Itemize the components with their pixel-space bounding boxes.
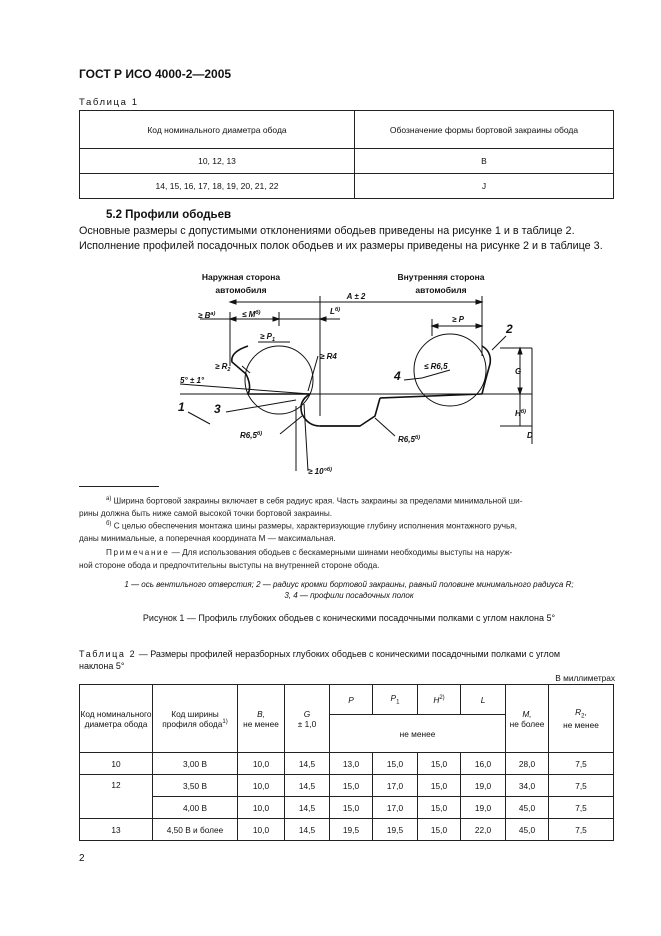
arrow (230, 317, 236, 321)
arrow (518, 388, 522, 394)
section-title: 5.2 Профили ободьев (106, 209, 232, 221)
table2-cell: 13 (80, 819, 153, 841)
label-4: 4 (394, 369, 401, 383)
table2-cell: 15,0 (373, 753, 418, 775)
arrow (432, 324, 438, 328)
table2-cell: 3,50 B (153, 775, 238, 797)
table2-cell: 7,5 (549, 819, 614, 841)
table2-cell: 14,5 (285, 753, 330, 775)
page-number: 2 (79, 853, 85, 864)
label-2: 2 (506, 322, 513, 336)
arrow (518, 348, 522, 354)
table2-header-l: L (461, 685, 506, 715)
table2-cell: 19,0 (461, 775, 506, 797)
outer-side-label-2: автомобиля (215, 285, 267, 295)
table2-cell: 14,5 (285, 819, 330, 841)
table2-cell: 17,0 (373, 775, 418, 797)
arrow (476, 300, 482, 304)
footnote-a: $^{а)}$ Ширина бортовой закраины включает в себя радиус края. Часть закраины за пределами минимальной ши- рины должна быть ниже самой высокой точки бортовой закраины. (79, 496, 523, 519)
table2-cell: 10,0 (238, 775, 285, 797)
table2-cell: 10,0 (238, 753, 285, 775)
dim-l-label: $L^{б)}$ (330, 307, 341, 316)
table1-cell: J (355, 174, 614, 199)
section-line-1: Основные размеры с допустимыми отклонениями ободьев приведены на рисунке 1 и в таблице 2. (79, 225, 575, 237)
dim-r65-left-label: $R6,5^{б)}$ (240, 431, 263, 440)
rim-well-profile (301, 394, 380, 426)
table2-cell: 17,0 (373, 797, 418, 819)
table2-cell: 15,0 (418, 797, 461, 819)
table2-header-min: не менее (330, 715, 506, 753)
table2-cell: 15,0 (330, 775, 373, 797)
table2-cell: 15,0 (418, 775, 461, 797)
table2-cell: 14,5 (285, 797, 330, 819)
arrow (230, 300, 236, 304)
table2-cell: 19,5 (373, 819, 418, 841)
table1-cell: 14, 15, 16, 17, 18, 19, 20, 21, 22 (80, 174, 355, 199)
label-1: 1 (178, 400, 185, 414)
table1-caption: Таблица 1 (79, 97, 139, 108)
table2-header-m: M, не более (506, 685, 549, 753)
table2-cell: 10 (80, 753, 153, 775)
dim-p-label: ≥ P (452, 315, 464, 324)
arrow (273, 317, 279, 321)
table1-header-shape: Обозначение формы бортовой закраины обода (355, 111, 614, 149)
label-3: 3 (214, 402, 221, 416)
table2-cell: 3,00 B (153, 753, 238, 775)
table2-header-p: P (330, 685, 373, 715)
table2-cell: 15,0 (330, 797, 373, 819)
figure-legend: 1 — ось вентильного отверстия; 2 — радиус кромки бортовой закраины, равный половине минимального радиуса R; 3, 4 — профили посадочных полок (124, 580, 574, 600)
table2-cell: 19,5 (330, 819, 373, 841)
table2-cell: 10,0 (238, 819, 285, 841)
table1 (79, 110, 614, 199)
footnote-divider (79, 486, 159, 487)
table2-cell: 34,0 (506, 775, 549, 797)
figure-caption: Рисунок 1 — Профиль глубоких ободьев с коническими посадочными полками с углом наклона 5° (142, 613, 556, 623)
inner-side-label: Внутренняя сторона (397, 272, 485, 282)
table2-header-p1: $P_1$ (373, 685, 418, 715)
dim-p1-label: ≥ $P_1$ (260, 332, 276, 343)
dim-g-label: G (515, 367, 522, 376)
dim-r2-label: ≥ $R_2$ (215, 362, 231, 373)
dim-r65-right-label: $R6,5^{б)}$ (398, 435, 421, 444)
table2-cell: 22,0 (461, 819, 506, 841)
table2-cell: 45,0 (506, 797, 549, 819)
table2-header-code: Код номинального диаметра обода (80, 685, 153, 753)
table2-cell: 7,5 (549, 775, 614, 797)
table2-units: В миллиметрах (555, 673, 615, 683)
left-flange-profile (232, 346, 310, 394)
table2-cell: 12 (80, 775, 153, 819)
note: Примечание — Для использования ободьев с бескамерными шинами необходимы выступы на наруж- ной стороне обода и предпочтительны выступы на внутренней стороне обода. (79, 548, 513, 570)
inner-side-label-2: автомобиля (415, 285, 467, 295)
table2-cell: 19,0 (461, 797, 506, 819)
table2-header-g: G ± 1,0 (285, 685, 330, 753)
footnote-b: $^{б)}$ С целью обеспечения монтажа шины размеры, характеризующие глубину исполнения монтажного ручья, даны минимальные, а поперечная координата M — максимальная. (79, 521, 518, 544)
table2-header-width: Код ширины профиля обода$^{1)}$ (153, 685, 238, 753)
outer-side-label: Наружная сторона (201, 272, 281, 282)
dim-m-label: ≤ $M^{б)}$ (242, 310, 261, 319)
dim-a-label: A ± 2 (346, 292, 366, 301)
table1-header-code: Код номинального диаметра обода (80, 111, 355, 149)
table2-cell: 7,5 (549, 753, 614, 775)
dim-angle-label: 5° ± 1° (180, 376, 205, 385)
dim-b-label: ≥ $B^{а)}$ (198, 311, 216, 320)
table2-cell: 16,0 (461, 753, 506, 775)
dim-d-label: D (527, 431, 533, 440)
document-header: ГОСТ Р ИСО 4000-2—2005 (79, 67, 232, 81)
table2-cell: 4,00 B (153, 797, 238, 819)
table2 (79, 684, 614, 841)
table2-cell: 4,50 B и более (153, 819, 238, 841)
arrow (476, 324, 482, 328)
dim-r4-label: ≥ R4 (320, 352, 337, 361)
table2-cell: 45,0 (506, 819, 549, 841)
table1-cell: B (355, 149, 614, 174)
table2-cell: 14,5 (285, 775, 330, 797)
table2-cell: 10,0 (238, 797, 285, 819)
table1-cell: 10, 12, 13 (80, 149, 355, 174)
table2-caption: Таблица 2 — Размеры профилей неразборных глубоких ободьев с коническими посадочными полками с углом наклона 5° (79, 649, 561, 671)
rim-profile-figure (170, 266, 540, 481)
table2-header-r2: $R_2$, не менее (549, 685, 614, 753)
table2-header-b: B, не менее (238, 685, 285, 753)
table2-header-h: $H^{2)}$ (418, 685, 461, 715)
left-bead-circle (245, 346, 313, 414)
section-line-2: Исполнение профилей посадочных полок ободьев и их размеры приведены на рисунке 2 и в таблице 3. (79, 240, 603, 252)
dim-h-label: $H^{б)}$ (515, 409, 527, 418)
table2-cell: 15,0 (418, 753, 461, 775)
table2-cell: 13,0 (330, 753, 373, 775)
table2-cell: 7,5 (549, 797, 614, 819)
dim-r65-label: ≤ R6,5 (424, 362, 448, 371)
table2-cell: 15,0 (418, 819, 461, 841)
table2-cell: 28,0 (506, 753, 549, 775)
dim-10-label: ≥ 10°$^{б)}$ (308, 467, 332, 476)
